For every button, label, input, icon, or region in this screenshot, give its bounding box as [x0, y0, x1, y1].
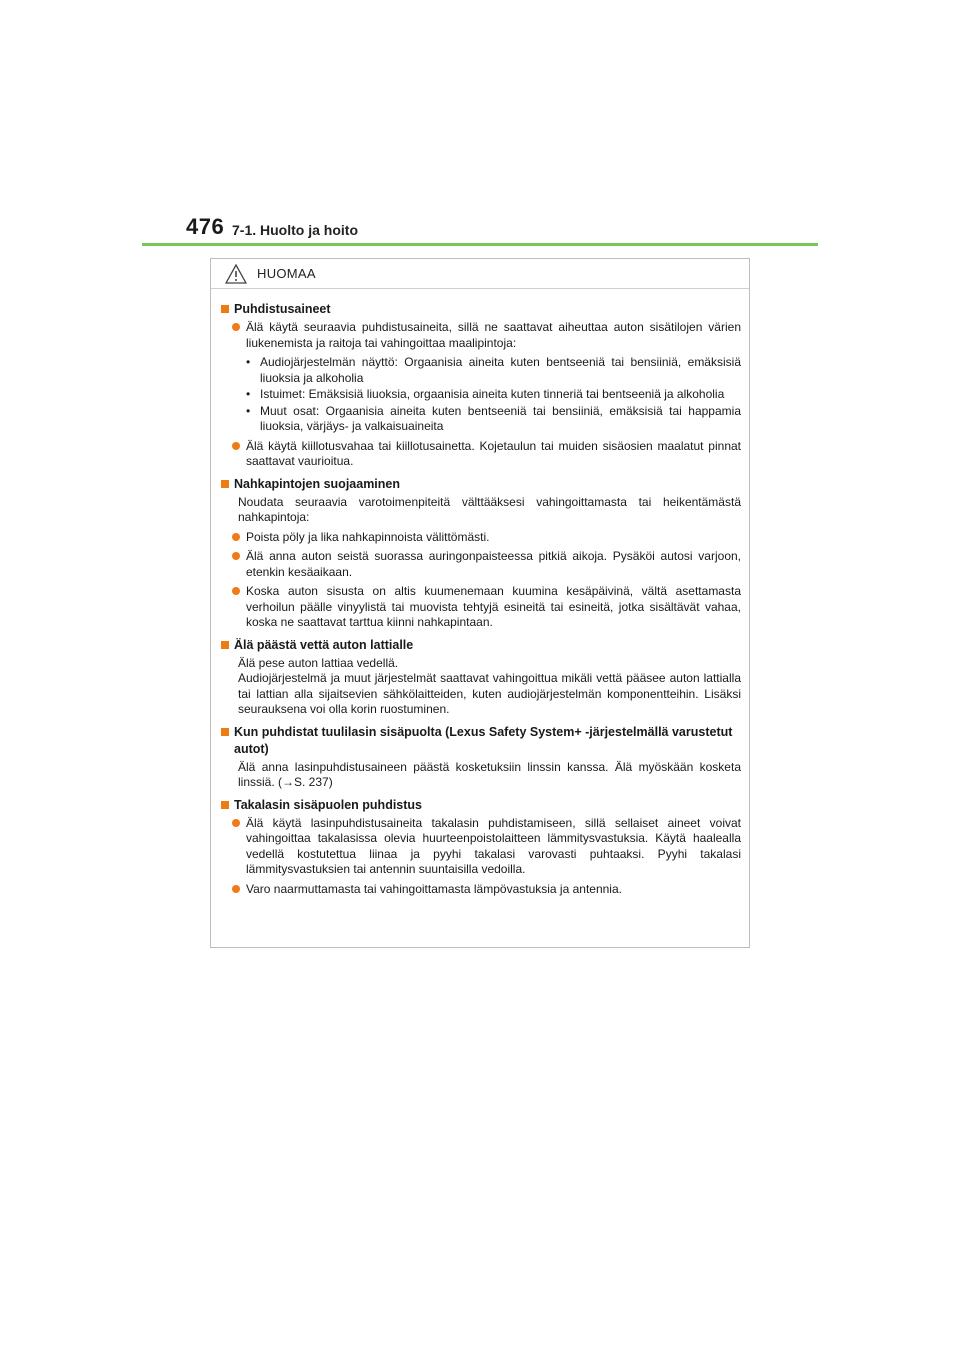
bullet-item: [221, 816, 741, 878]
round-bullet-icon: [232, 552, 240, 560]
bullet-item: [221, 320, 741, 351]
round-bullet-icon: [232, 819, 240, 827]
section-heading: [221, 724, 741, 758]
section-title: Nahkapintojen suojaaminen: [234, 476, 401, 491]
section-puhdistusaineet: [221, 301, 741, 470]
round-bullet-icon: [232, 323, 240, 331]
section-title: Älä päästä vettä auton lattialle: [234, 637, 414, 652]
bullet-text: Älä käytä kiillotusvahaa tai kiillotusainetta. Kojetaulun tai muiden sisäosien maalatut pinnat saattavat vaurioitua.: [246, 438, 741, 468]
sub-item: [221, 355, 741, 386]
sub-item-text: Istuimet: Emäksisiä liuoksia, orgaanisia aineita kuten tinneriä tai bentseeniä ja alkoholia: [260, 387, 725, 401]
square-bullet-icon: [221, 480, 229, 488]
bullet-text: Varo naarmuttamasta tai vahingoittamasta lämpövastuksia ja antennia.: [246, 881, 622, 896]
bullet-item: [221, 584, 741, 631]
section-paragraph: Älä anna lasinpuhdistusaineen päästä kosketuksiin linssin kanssa. Älä myöskään kosketa linssiä. (→S. 237): [238, 759, 741, 789]
sub-item: [221, 404, 741, 435]
bullet-item: [221, 882, 741, 898]
bullet-item: [221, 530, 741, 546]
dot-mark-icon: •: [246, 387, 251, 401]
bullet-text: Älä käytä lasinpuhdistusaineita takalasin puhdistamiseen, sillä sellaiset aineet voivat vahingoittaa takalasissa olevia huurteenpoistolaitteen lämmitysvastuksia. Käytä haalealla vedellä kostutettua liinaa ja pyyhi takalasi varovasti puhtaaksi. Pyyhi takalasi lämmitysvastuksien tai antennin suuntaisilla vedoilla.: [246, 815, 741, 876]
header-rule: [142, 243, 818, 246]
section-paragraph: Älä pese auton lattiaa vedellä.: [238, 655, 399, 670]
square-bullet-icon: [221, 801, 229, 809]
square-bullet-icon: [221, 305, 229, 313]
section-lattia: [221, 637, 741, 718]
square-bullet-icon: [221, 728, 229, 736]
section-heading: [221, 476, 741, 493]
square-bullet-icon: [221, 641, 229, 649]
section-intro: Noudata seuraavia varotoimenpiteitä välttääksesi vahingoittamasta tai heikentämästä nahkapintoja:: [238, 494, 741, 524]
chapter-title: 7-1. Huolto ja hoito: [232, 222, 358, 238]
bullet-item: [221, 439, 741, 470]
warning-triangle-icon: [225, 264, 247, 284]
bullet-text: Älä anna auton seistä suorassa auringonpaisteessa pitkiä aikoja. Pysäköi autosi varjoon, etenkin kesäaikaan.: [246, 549, 741, 579]
notice-header: [211, 259, 749, 289]
page-number: 476: [186, 214, 225, 239]
dot-mark-icon: •: [246, 403, 251, 418]
sub-item-text: Audiojärjestelmän näyttö: Orgaanisia aineita kuten bentseeniä tai bensiiniä, emäksisiä liuoksia ja alkoholia: [260, 355, 741, 385]
bullet-text: Älä käytä seuraavia puhdistusaineita, sillä ne saattavat aiheuttaa auton sisätilojen värien liukenemista ja raitoja tai vahingoittaa maalipintoja:: [246, 320, 741, 350]
section-title: Takalasin sisäpuolen puhdistus: [234, 797, 423, 812]
section-heading: [221, 301, 741, 318]
bullet-item: [221, 549, 741, 580]
section-takalasi: [221, 797, 741, 898]
notice-title: HUOMAA: [257, 266, 316, 281]
section-title: Puhdistusaineet: [234, 302, 331, 316]
round-bullet-icon: [232, 885, 240, 893]
section-heading: [221, 797, 741, 814]
bullet-text: Poista pöly ja lika nahkapinnoista välittömästi.: [246, 529, 490, 544]
section-nahkapinnat: [221, 476, 741, 631]
section-tuulilasi: [221, 724, 741, 791]
section-paragraph: Audiojärjestelmä ja muut järjestelmät saattavat vahingoittua mikäli vettä pääsee auton lattialla tai lattian alla sijaitsevien sähkölaitteiden, kuten audiojärjestelmän komponentteihin. Lisäksi seurauksena voi olla korin ruostuminen.: [238, 671, 741, 716]
round-bullet-icon: [232, 587, 240, 595]
dot-mark-icon: •: [246, 355, 251, 369]
notice-body: [211, 289, 749, 897]
round-bullet-icon: [232, 533, 240, 541]
bullet-text: Koska auton sisusta on altis kuumenemaan kuumina kesäpäivinä, vältä asettamasta verhoilun päälle vinyylistä tai muovista tehtyjä esineitä tai esineitä, jotka sisältävät vahaa, koska ne saattavat tarttua kiinni nahkapintaan.: [246, 584, 741, 629]
section-heading: [221, 637, 741, 654]
notice-box: [210, 258, 750, 948]
round-bullet-icon: [232, 442, 240, 450]
section-title: Kun puhdistat tuulilasin sisäpuolta (Lexus Safety System+ -järjestelmällä varustetut autot): [234, 724, 733, 756]
sub-item-text: Muut osat: Orgaanisia aineita kuten bentseeniä tai bensiiniä, emäksisiä tai happamia liuoksia, värjäys- ja valkaisuaineita: [260, 403, 741, 433]
sub-item: [221, 387, 741, 403]
